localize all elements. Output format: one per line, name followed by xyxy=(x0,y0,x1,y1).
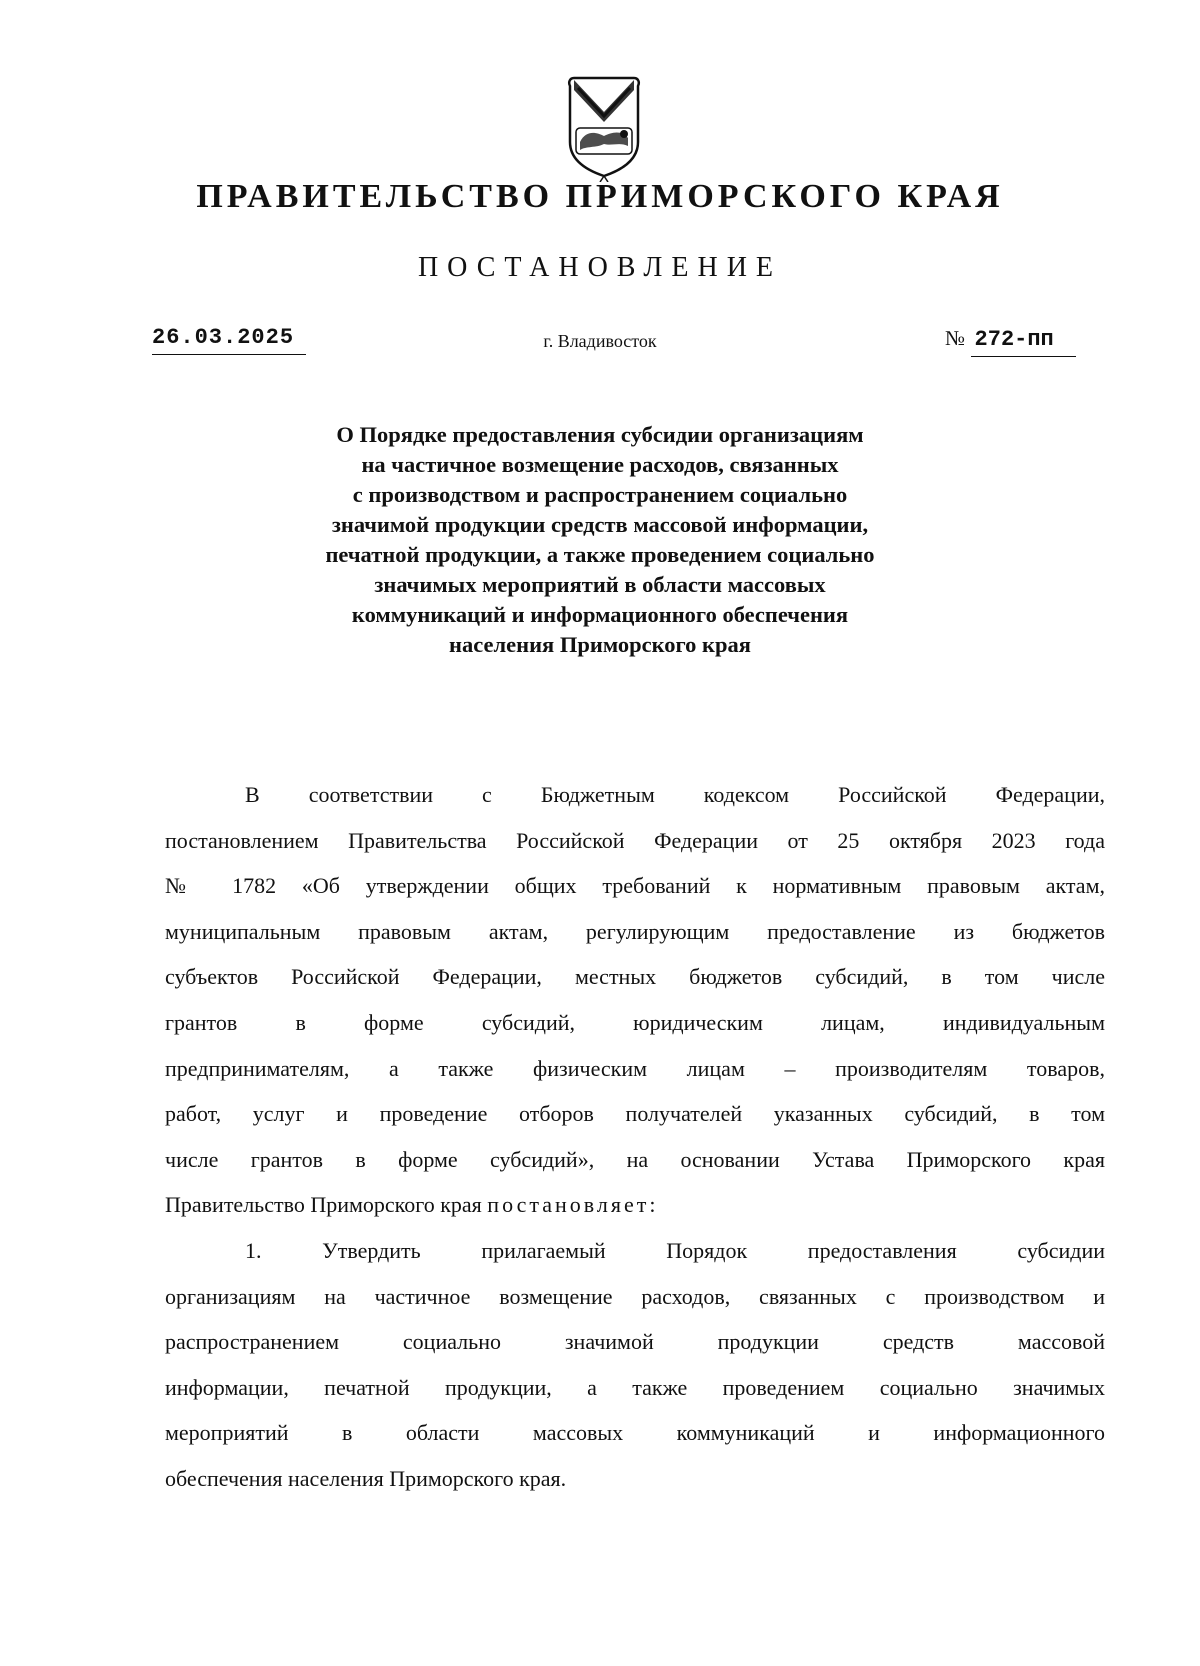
body-line: мероприятий в области массовых коммуникаций и информационного xyxy=(165,1420,1105,1446)
document-number-block xyxy=(945,325,1076,352)
body-line: организациям на частичное возмещение расходов, связанных с производством и xyxy=(165,1283,1105,1309)
body-line: распространением социально значимой продукции средств массовой xyxy=(165,1329,1105,1355)
body-line: работ, услуг и проведение отборов получателей указанных субсидий, в том xyxy=(165,1101,1105,1127)
subject-line: значимых мероприятий в области массовых xyxy=(374,572,826,597)
primorsky-coat-of-arms-icon xyxy=(560,72,648,182)
document-number: 272-пп xyxy=(971,327,1076,357)
body-line: обеспечения населения Приморского края. xyxy=(165,1465,567,1491)
body-line: грантов в форме субсидий, юридическим лицам, индивидуальным xyxy=(165,1009,1105,1035)
subject-line: значимой продукции средств массовой информации, xyxy=(331,512,869,537)
number-sign: № xyxy=(945,326,966,350)
document-city: г. Владивосток xyxy=(543,331,657,351)
subject-line: на частичное возмещение расходов, связанных xyxy=(361,452,839,477)
body-line: В соответствии с Бюджетным кодексом Российской Федерации, xyxy=(245,782,1105,807)
subject-line: коммуникаций и информационного обеспечения xyxy=(351,602,849,627)
subject-line: печатной продукции, а также проведением социально xyxy=(325,542,875,567)
body-line: информации, печатной продукции, а также проведением социально значимых xyxy=(165,1374,1105,1400)
body-line: субъектов Российской Федерации, местных бюджетов субсидий, в том числе xyxy=(165,964,1105,990)
subject-line: с производством и распространением социально xyxy=(352,482,848,507)
subject-line: О Порядке предоставления субсидии организациям xyxy=(336,422,864,447)
document-body xyxy=(165,772,1105,1502)
body-line: постановлением Правительства Российской Федерации от 25 октября 2023 года xyxy=(165,827,1105,853)
subject-line: населения Приморского края xyxy=(449,632,751,657)
body-line: муниципальным правовым актам, регулирующим предоставление из бюджетов xyxy=(165,918,1105,944)
document-subject xyxy=(200,420,1000,660)
body-line: предпринимателям, а также физическим лицам – производителям товаров, xyxy=(165,1055,1105,1081)
government-title: ПРАВИТЕЛЬСТВО ПРИМОРСКОГО КРАЯ xyxy=(196,178,1004,215)
body-line-prefix: Правительство Приморского края xyxy=(165,1192,488,1218)
body-line: № 1782 «Об утверждении общих требований к нормативным правовым актам, xyxy=(165,873,1105,899)
document-type: ПОСТАНОВЛЕНИЕ xyxy=(417,252,783,283)
body-line: 1. Утвердить прилагаемый Порядок предоставления субсидии xyxy=(245,1237,1105,1263)
document-date: 26.03.2025 xyxy=(152,325,306,355)
resolution-word: постановляет: xyxy=(487,1192,659,1218)
body-line-resolution xyxy=(165,1182,1105,1228)
body-line: числе грантов в форме субсидий», на основании Устава Приморского края xyxy=(165,1146,1105,1172)
